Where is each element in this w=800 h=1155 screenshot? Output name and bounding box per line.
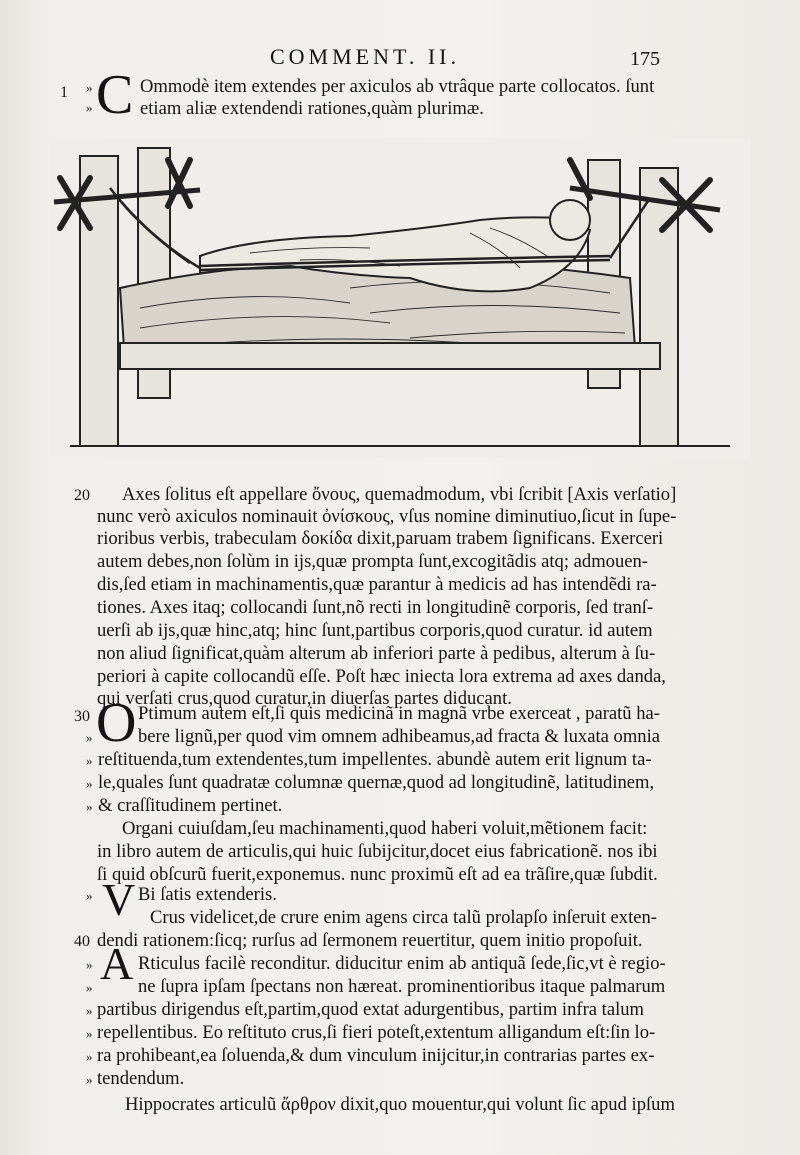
text-line: ra prohibeant,ea ſoluenda,& dum vinculum inijcitur,in contrarias partes ex- (97, 1045, 655, 1066)
text-line: rioribus verbis, trabeculam δοκίδα dixit,paruam trabem ſignificans. Exerceri (97, 528, 664, 549)
drop-cap: V (102, 874, 136, 925)
quote-mark: » (86, 888, 92, 903)
text-line: uerſi ab ijs,quæ hinc,atq; hinc ſunt,partibus corporis,quod curatur. id autem (97, 620, 653, 641)
text-line: partibus dirigendus eſt,partim,quod extat adurgentibus, partim infra talum (97, 999, 645, 1020)
drop-cap: A (100, 938, 134, 989)
quote-mark: » (86, 100, 92, 115)
bed-post (640, 168, 678, 446)
quote-mark: » (86, 80, 92, 95)
text-line: Ptimum autem eſt,ſi quis medicinã in magnã vrbe exerceat , paratũ ha- (138, 703, 660, 724)
quote-mark: » (86, 776, 92, 791)
text-line: Bi ſatis extenderis. (138, 884, 277, 905)
text-line: dis,ſed etiam in machinamentis,quæ parantur à medicis ad has intendẽdi ra- (97, 574, 657, 595)
page-number: 175 (630, 48, 660, 70)
text-line: bere lignũ,per quod vim omnem adhibeamus,ad fracta & luxata omnia (138, 726, 661, 747)
text-line: le,quales ſunt quadratæ columnæ quernæ,quod ad longitudinẽ, latitudinem, (98, 772, 655, 793)
drop-cap: O (96, 692, 137, 754)
bed-rail (120, 343, 660, 369)
text-line: nunc verò axiculos nominauit ὀνίσκους, vſus nomine diminutiuo,ſicut in ſupe- (97, 506, 677, 527)
text-line: Rticulus facilè reconditur. diducitur enim ab antiquã ſede,ſic,vt è regio- (138, 953, 666, 974)
text-line: Hippocrates articulũ ἄρθρον dixit,quo mouentur,qui volunt ſic apud ipſum (125, 1094, 675, 1115)
text-line: ne ſupra ipſam ſpectans non hæreat. prominentioribus itaque palmarum (138, 976, 666, 997)
patient-head (550, 200, 590, 240)
text-line: dendi rationem:ſicq; rurſus ad ſermonem reuertitur, quem initio propoſuit. (97, 930, 643, 951)
text-line: non aliud ſignificat,quàm alterum ab inferiori parte à pedibus, alterum à ſu- (97, 643, 656, 664)
running-head: COMMENT. II. (270, 44, 460, 69)
quote-mark: » (86, 1026, 92, 1041)
text-line: periori à capite collocandũ eſſe. Poſt hæc iniecta lora extrema ad axes danda, (97, 666, 666, 687)
text-line: etiam aliæ extendendi rationes,quàm plurimæ. (140, 98, 484, 119)
quote-mark: » (86, 1049, 92, 1064)
text-line: tiones. Axes itaq; collocandi ſunt,nõ recti in longitudinẽ corporis, ſed tranſ- (97, 597, 654, 618)
text-line: ſi quid obſcurũ fuerit,exponemus. nunc proximũ eſt ad ea trãſire,quæ ſubdit. (97, 864, 658, 885)
quote-mark: » (86, 1003, 92, 1018)
text-line: repellentibus. Eo reſtituto crus,ſi fieri poteſt,extentum alligandum eſt:ſin lo- (97, 1022, 656, 1043)
text-line: Organi cuiuſdam,ſeu machinamenti,quod haberi voluit,mẽtionem facit: (122, 818, 648, 839)
text-line: in libro autem de articulis,qui huic ſubijcitur,docet eius fabricationẽ. nos ibi (97, 841, 658, 862)
quote-mark: » (86, 799, 92, 814)
line-number: 1 (60, 84, 68, 101)
line-number: 40 (74, 933, 90, 950)
text-line: qui verſati crus,quod curatur,in diuerſas partes diducant. (97, 688, 512, 709)
woodcut-illustration (50, 138, 750, 458)
drop-cap: C (96, 64, 134, 126)
text-line: Axes ſolitus eſt appellare ὄνους, quemadmodum, vbi ſcribit [Axis verſatio] (122, 484, 677, 505)
quote-mark: » (86, 1072, 92, 1087)
quote-mark: » (86, 753, 92, 768)
quote-mark: » (86, 730, 92, 745)
text-line: Ommodè item extendes per axiculos ab vtrâque parte collocatos. ſunt (140, 76, 655, 97)
text-line: & craſſitudinem pertinet. (98, 795, 283, 816)
text-line: autem debes,non ſolùm in ijs,quæ prompta ſunt,excogitãdis atq; admouen- (97, 551, 649, 572)
line-number: 30 (74, 708, 90, 725)
quote-mark: » (86, 957, 92, 972)
quote-mark: » (86, 980, 92, 995)
text-line: tendendum. (97, 1068, 185, 1089)
text-line: reſtituenda,tum extendentes,tum impellentes. abundè autem erit lignum ta- (98, 749, 652, 770)
text-line: Crus videlicet,de crure enim agens circa talũ prolapſo inſeruit exten- (150, 907, 657, 928)
line-number: 20 (74, 487, 90, 504)
